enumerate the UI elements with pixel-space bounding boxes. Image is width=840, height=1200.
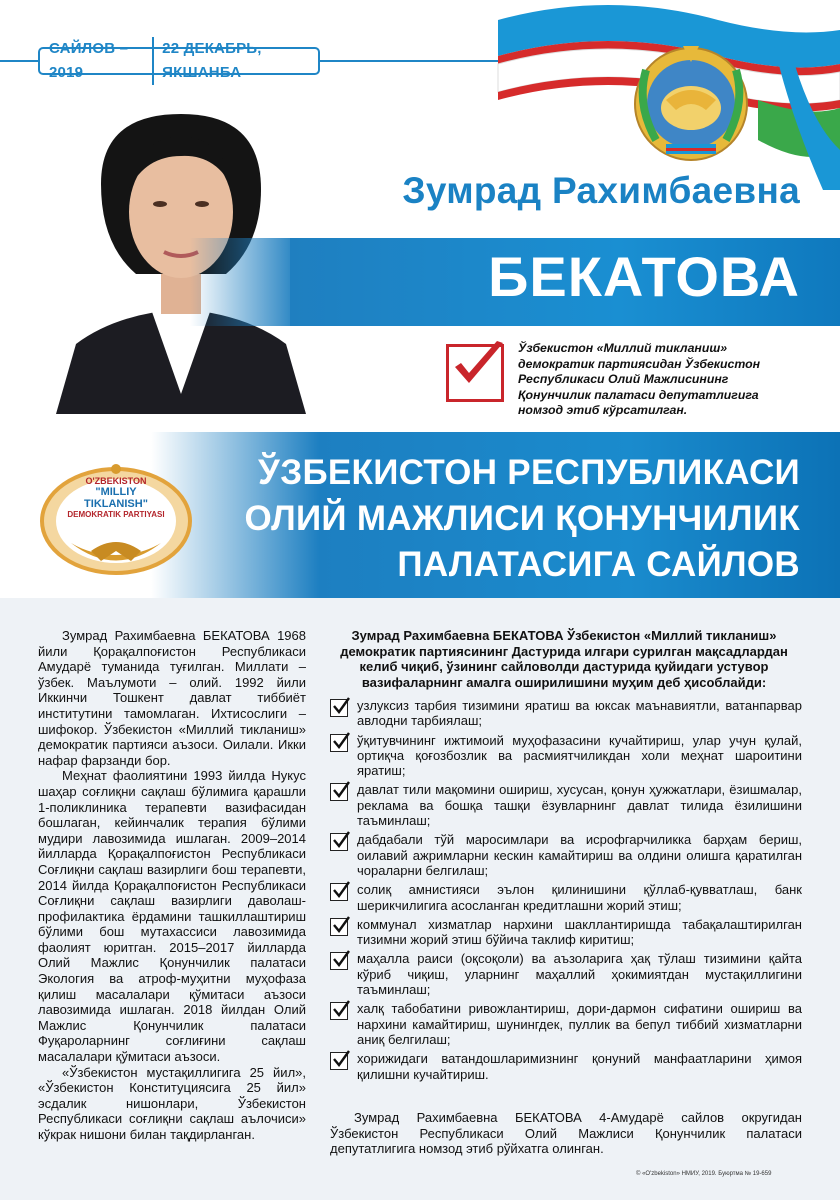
header-rule-right	[320, 60, 510, 62]
checkbox-icon	[330, 783, 348, 801]
biography-paragraph: Меҳнат фаолиятини 1993 йилда Нукус шаҳар соғлиқни сақлаш бўлимига қарашли 1-поликлиника терапевти вазифасидан бошлаган, кейинчалик терапия бўлими мудири лавозимида ишлаган. 2009–2014 йилларда Қорақалпоғистон Республикаси Соғлиқни сақлаш вазирлиги бош терапевти, 2014 йилда Қорақалпоғистон Республикаси Соғлиқни сақлаш вазирлиги даволаш-профилактика ёрдамини ташкиллаштириш бўлими бош мутахассиси лавозимида фаолият юритган. 2015–2017 йилларда Олий Мажлис Қонунчилик палатаси Экология ва атроф-муҳитни муҳофаза қилиш масалалари қўмитаси аъзоси лавозимида ишлаган. 2018 йилдан Олий Мажлис Қонунчилик палатаси Фуқароларнинг соғлиғини сақлаш масалалари қўмитаси аъзоси.	[38, 768, 306, 1065]
program-item-text: давлат тили мақомини ошириш, хусусан, қонун ҳужжатлари, ёзишмалар, реклама ва бошқа ташқи ёзувларнинг давлат тилида ёзилишини таъминлаш;	[357, 782, 802, 829]
candidate-surname: БЕКАТОВА	[488, 245, 800, 308]
registration-statement: Зумрад Рахимбаевна БЕКАТОВА 4-Амударё сайлов округидан Ўзбекистон Республикаси Олий Мажлиси Қонунчилик палатаси депутатлигига номзод этиб рўйхатга олинган.	[330, 1110, 802, 1157]
program-item	[330, 917, 802, 948]
program-item-text: дабдабали тўй маросимлари ва исрофгарчиликка барҳам бериш, оилавий ажримларни кескин камайтириш ва олдини олишга қаратилган чораларни белгилаш;	[357, 832, 802, 878]
program-item	[330, 882, 802, 913]
party-logo-line4: DEMOKRATIK PARTIYASI	[67, 510, 165, 519]
program-item-text: коммунал хизматлар нархини шакллантиришда табақалаштирилган тизимни жорий этиш бўйича таклиф киритиш;	[357, 916, 802, 948]
biography-paragraph: Зумрад Рахимбаевна БЕКАТОВА 1968 йили Қорақалпоғистон Республикаси Амударё туманида туғилган. Миллати – ўзбек. Маълумоти – олий. 1992 йили Иккинчи Тошкент давлат тиббиёт институтини тамомлаган. Ихтисослиги – шифокор. Ўзбекистон «Миллий тикланиш» демократик партияси аъзоси. Оилали. Икки нафар фарзанди бор.	[38, 628, 306, 768]
checkbox-icon	[330, 833, 348, 851]
print-imprint: © «O'zbekiston» НМИУ, 2019. Буюртма № 19-659	[636, 1171, 772, 1177]
program-item	[330, 832, 802, 878]
biography-paragraph: «Ўзбекистон мустақиллигига 25 йил», «Ўзбекистон Конституциясига 25 йил» эсдалик нишонлари, Ўзбекистон Республикаси соғлиқни сақлаш аълочиси» кўкрак нишони билан тақдирланган.	[38, 1064, 306, 1142]
election-title	[240, 450, 800, 588]
party-logo-line1: O'ZBEKISTON	[85, 476, 147, 486]
election-label: САЙЛОВ – 2019	[40, 37, 154, 85]
checkbox-icon	[330, 952, 348, 970]
nomination-text: Ўзбекистон «Миллий тикланиш» демократик партиясидан Ўзбекистон Республикаси Олий Мажлисининг Қонунчилик палатаси депутатлигига номзод этиб кўрсатилган.	[518, 341, 761, 417]
program-item	[330, 1051, 802, 1082]
program-item	[330, 698, 802, 729]
party-logo-line3: TIKLANISH"	[84, 498, 148, 510]
title-line-2: ОЛИЙ МАЖЛИСИ ҚОНУНЧИЛИК	[244, 499, 800, 538]
header-rule-left	[0, 60, 38, 62]
program-item-text: халқ табобатини ривожлантириш, дори-дармон сифатини ошириш ва нархини камайтириш, шунингдек, пуллик ва бепул тиббий хизматларни аниқ белгилаш;	[357, 1001, 802, 1047]
election-date-badge	[38, 40, 320, 81]
program-list	[330, 698, 802, 1086]
state-emblem-image	[626, 40, 756, 164]
name-band-fade	[190, 238, 300, 326]
checkbox-icon	[330, 1002, 348, 1020]
check-mark-icon	[446, 344, 504, 402]
checkbox-icon	[330, 883, 348, 901]
biography	[38, 628, 306, 1143]
checkbox-icon	[330, 918, 348, 936]
program-item-text: маҳалла раиси (оқсоқоли) ва аъзоларига ҳақ тўлаш тизимини қайта кўриб чиқиш, уларнинг маҳаллий ҳокимиятдан мустақиллигини таъминлаш;	[357, 951, 802, 998]
program-item	[330, 733, 802, 779]
program-intro: Зумрад Рахимбаевна БЕКАТОВА Ўзбекистон «Миллий тикланиш» демократик партиясининг Дастурида илгари сурилган мақсадлардан келиб чиқиб, ўзининг сайловолди дастурида қуйидаги устувор вазифаларнинг амалга оширилишини муҳим деб ҳисоблайди:	[340, 628, 788, 690]
party-logo-text	[36, 476, 196, 520]
title-line-3: ПАЛАТАСИГА САЙЛОВ	[397, 545, 800, 584]
checkbox-icon	[330, 1052, 348, 1070]
program-item-text: солиқ амнистияси эълон қилинишини қўллаб-қувватлаш, банк шерикчилигига асосланган кредитлашни жорий этиш;	[357, 882, 802, 913]
checkbox-icon	[330, 699, 348, 717]
program-item	[330, 951, 802, 997]
title-line-1: ЎЗБЕКИСТОН РЕСПУБЛИКАСИ	[258, 453, 800, 492]
party-logo-line2: "MILLIY	[95, 486, 137, 498]
election-date: 22 ДЕКАБРЬ, ЯКШАНБА	[162, 40, 262, 81]
candidate-first-names: Зумрад Рахимбаевна	[402, 170, 800, 211]
program-item-text: ўқитувчининг ижтимоий муҳофазасини кучайтириш, улар учун қулай, ортиқча қоғозбозлик ва расмиятчиликдан холи меҳнат шароитини яратиш;	[357, 732, 802, 779]
checkbox-icon	[330, 734, 348, 752]
program-item	[330, 782, 802, 828]
program-item-text: узлуксиз тарбия тизимини яратиш ва юксак маънавиятли, ватанпарвар авлодни тарбиялаш;	[357, 698, 802, 729]
program-item-text: хорижидаги ватандошларимизнинг қонуний манфаатларини ҳимоя қилишни кучайтириш.	[357, 1051, 802, 1082]
program-item	[330, 1001, 802, 1047]
